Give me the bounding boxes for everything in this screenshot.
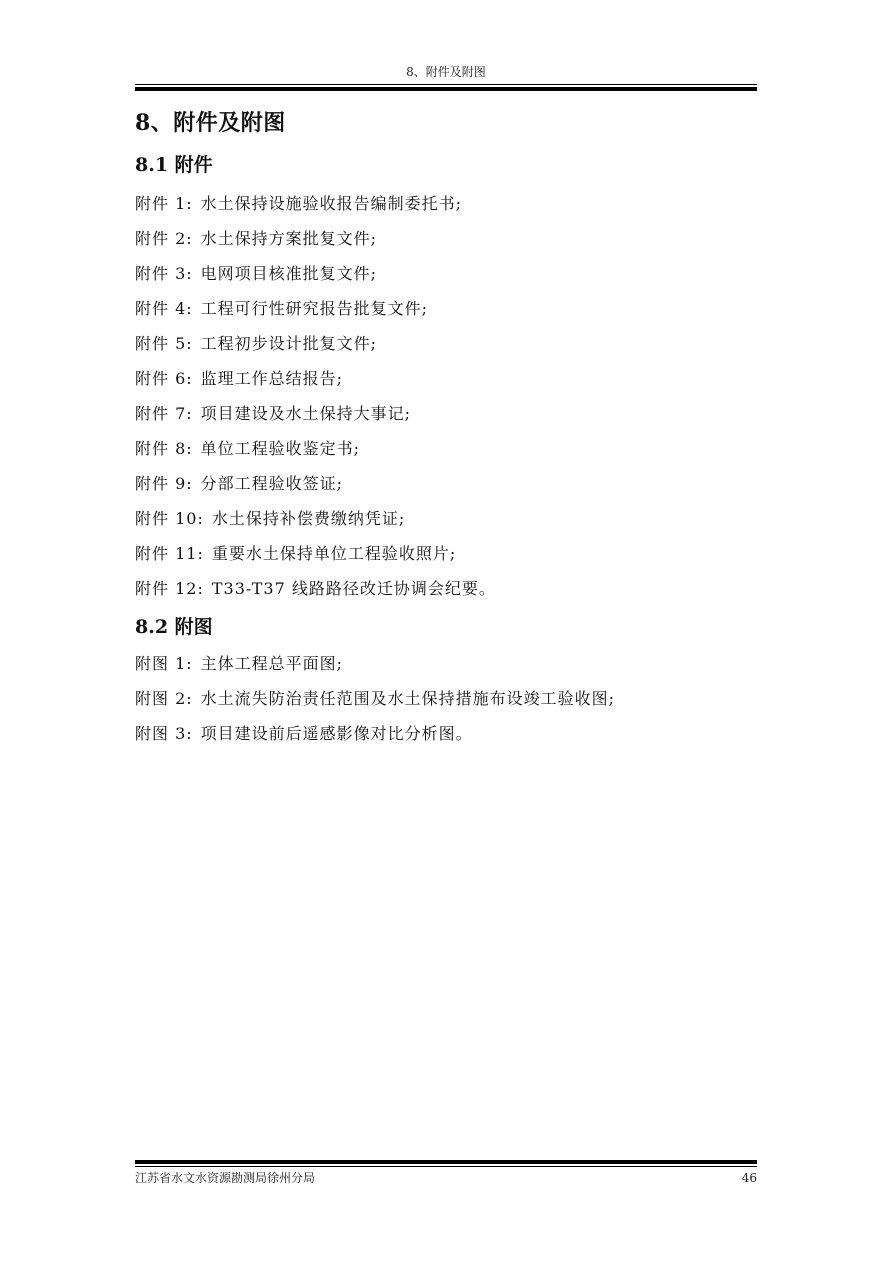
list-item [135,507,496,542]
attachments-list [135,192,496,612]
list-item [135,227,496,262]
item-label: 附件 4: [135,299,193,318]
item-text: 工程可行性研究报告批复文件; [200,299,429,318]
item-text: 水土流失防治责任范围及水土保持措施布设竣工验收图; [200,689,616,708]
header-rule-thin [135,84,757,85]
item-label: 附件 12: [135,579,204,598]
list-item [135,367,496,402]
item-text: 水土保持补偿费缴纳凭证; [211,509,406,528]
item-label: 附图 1: [135,654,193,673]
item-label: 附件 5: [135,334,193,353]
list-item [135,722,615,757]
item-text: 电网项目核准批复文件; [200,264,378,283]
list-item [135,297,496,332]
running-header: 8、附件及附图 [406,65,486,79]
item-label: 附件 10: [135,509,204,528]
item-label: 附件 2: [135,229,193,248]
item-label: 附件 11: [135,544,204,563]
list-item [135,542,496,577]
list-item [135,402,496,437]
item-text: 项目建设前后遥感影像对比分析图。 [200,724,473,743]
list-item [135,192,496,227]
item-label: 附件 3: [135,264,193,283]
header-rule-thick [135,87,757,91]
attachments-heading: 8.1 附件 [135,154,213,176]
item-text: 重要水土保持单位工程验收照片; [211,544,457,563]
list-item [135,472,496,507]
item-label: 附件 8: [135,439,193,458]
item-text: 项目建设及水土保持大事记; [200,404,412,423]
item-text: 水土保持设施验收报告编制委托书; [200,194,463,213]
figures-list [135,652,615,757]
section-title: 8、附件及附图 [135,110,286,136]
item-label: 附图 3: [135,724,193,743]
list-item [135,262,496,297]
list-item [135,332,496,367]
item-text: 工程初步设计批复文件; [200,334,378,353]
list-item [135,687,615,722]
item-text: 单位工程验收鉴定书; [200,439,361,458]
item-label: 附件 6: [135,369,193,388]
item-label: 附图 2: [135,689,193,708]
item-text: 监理工作总结报告; [200,369,344,388]
item-text: 主体工程总平面图; [200,654,344,673]
page-number: 46 [741,1171,757,1185]
item-text: 水土保持方案批复文件; [200,229,378,248]
list-item [135,437,496,472]
footer-organization: 江苏省水文水资源勘测局徐州分局 [135,1171,316,1185]
item-text: T33-T37 线路路径改迁协调会纪要。 [211,579,496,598]
footer-rule-thick [135,1160,757,1164]
footer-rule-thin [135,1166,757,1167]
figures-heading: 8.2 附图 [135,616,213,638]
item-label: 附件 1: [135,194,193,213]
item-text: 分部工程验收签证; [200,474,344,493]
list-item [135,577,496,612]
list-item [135,652,615,687]
item-label: 附件 9: [135,474,193,493]
item-label: 附件 7: [135,404,193,423]
